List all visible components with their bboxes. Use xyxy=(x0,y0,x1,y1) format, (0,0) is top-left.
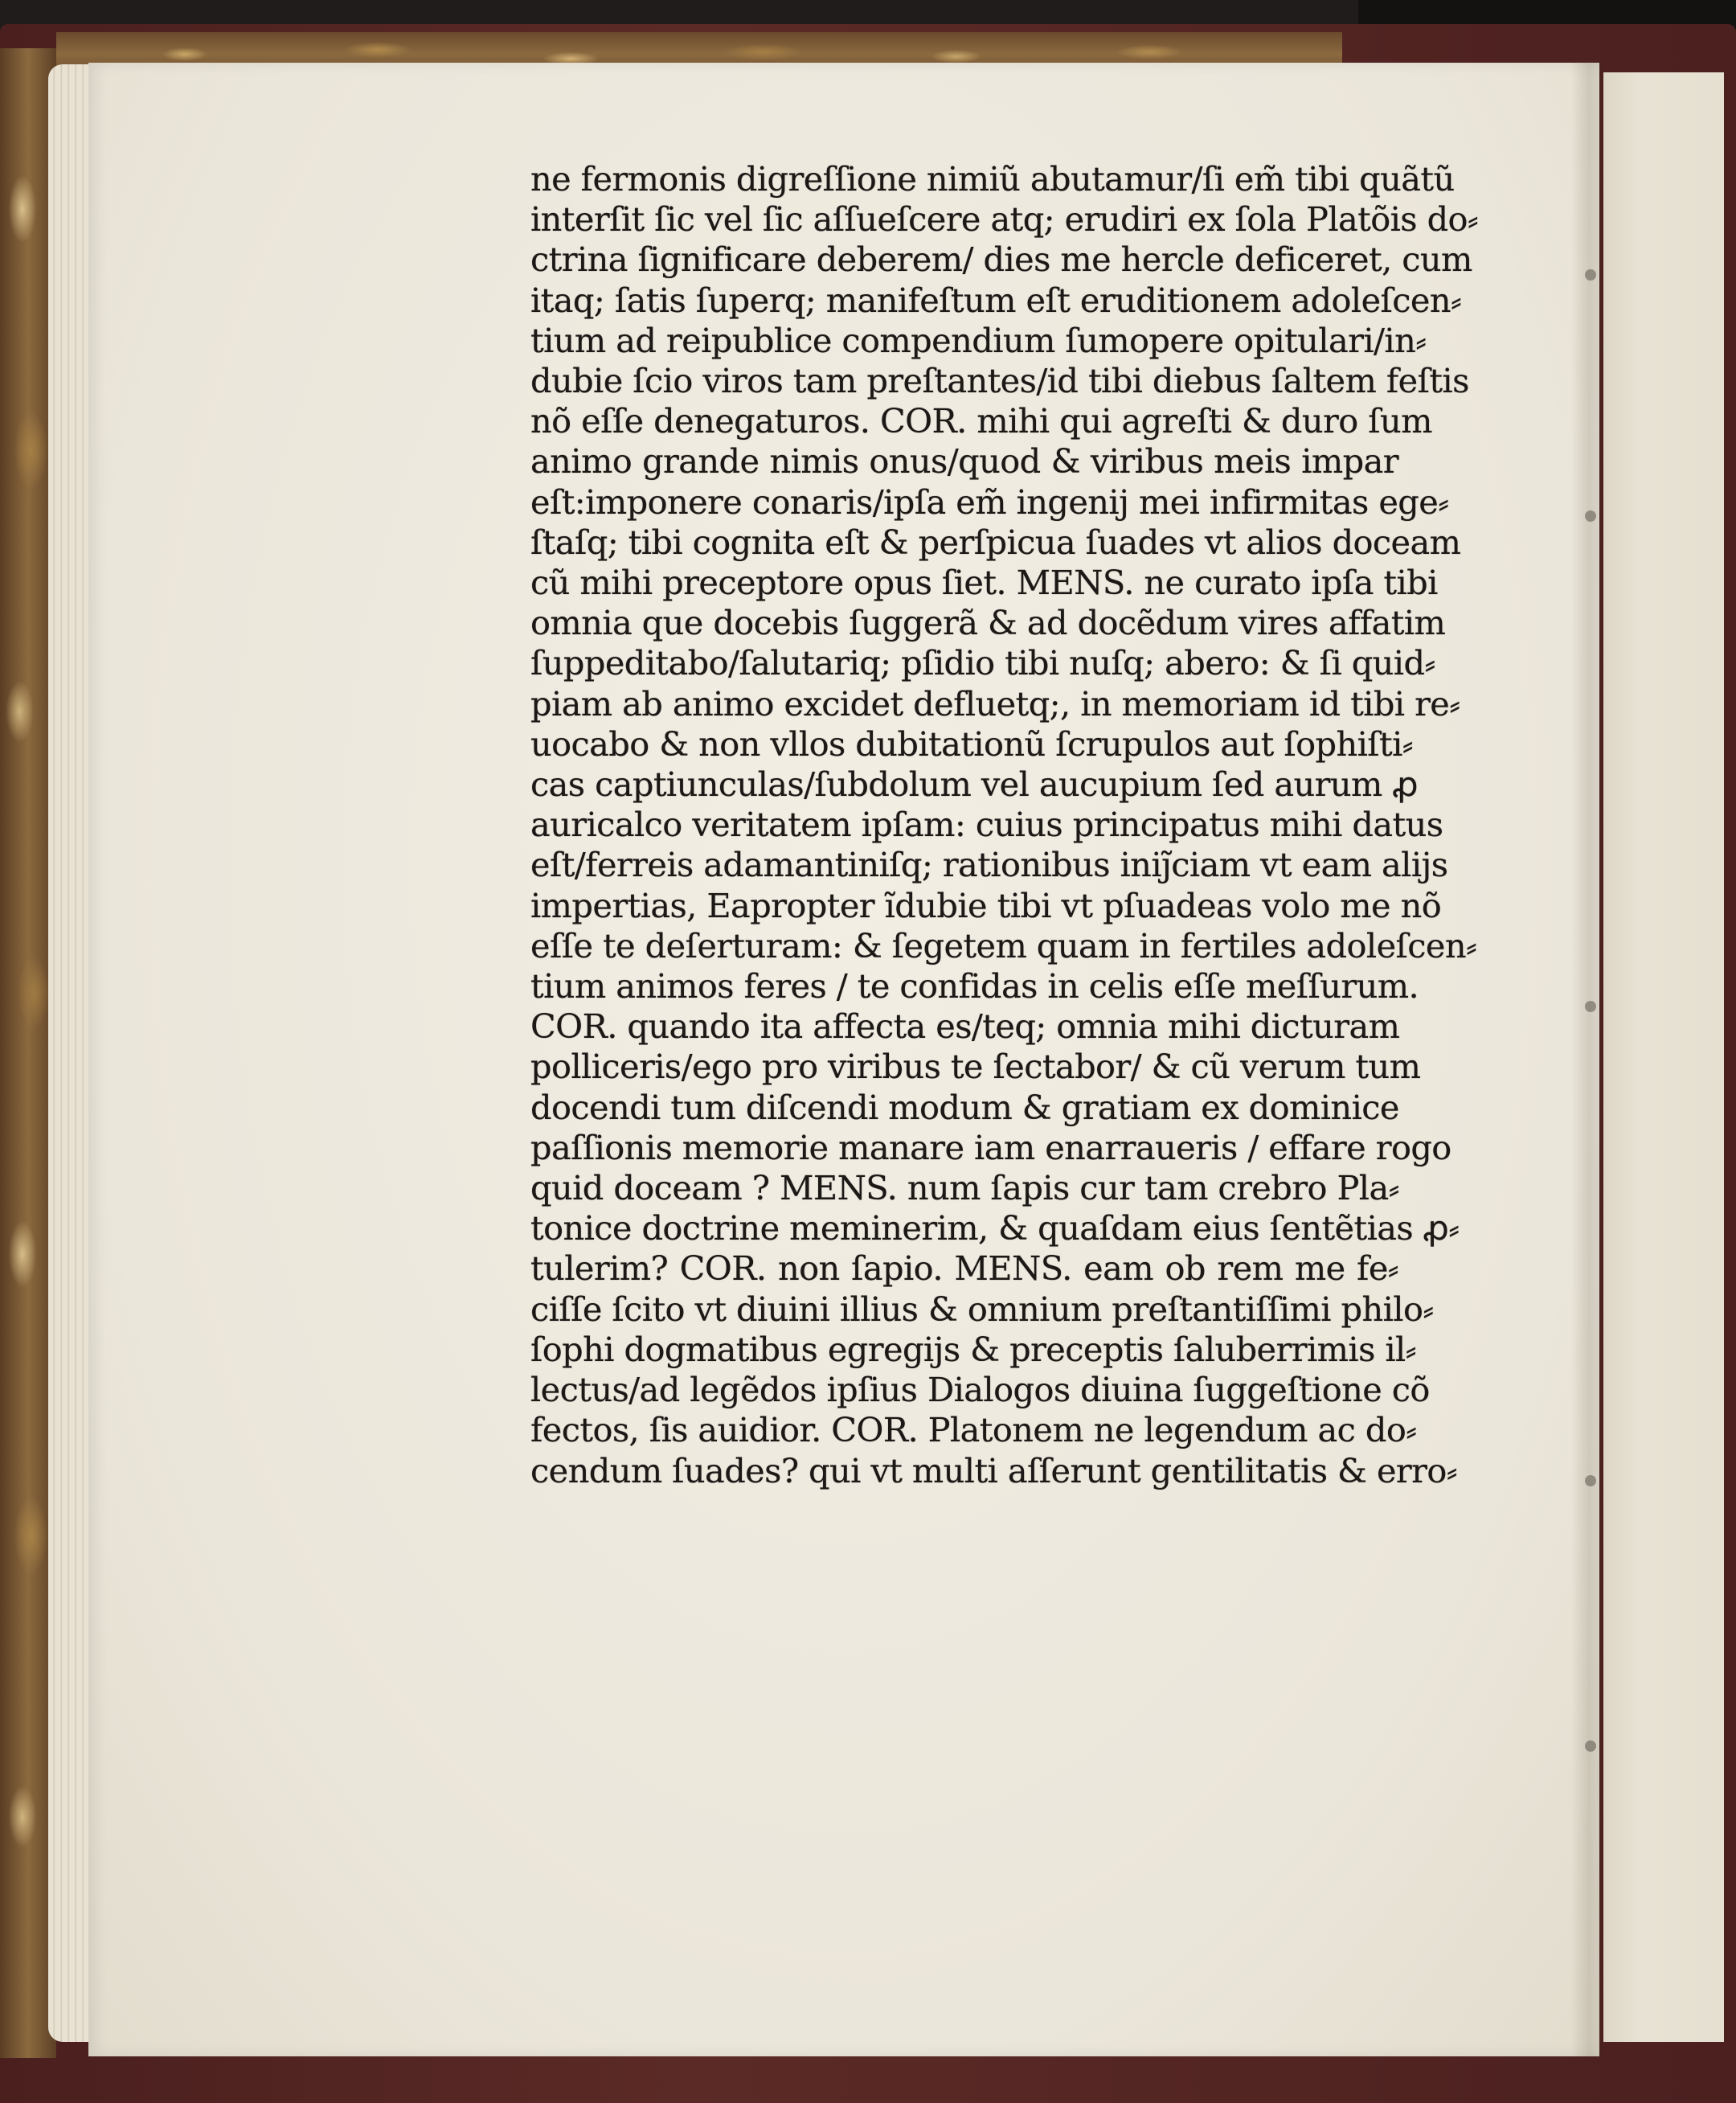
text-line: uocabo & non vllos dubitationũ ſcrupulos aut ſophiſti⸗ xyxy=(530,724,1413,764)
text-line: quid doceam ? MENS. num ſapis cur tam crebro Pla⸗ xyxy=(530,1168,1399,1208)
text-line: cendum ſuades? qui vt multi aſſerunt gentilitatis & erro⸗ xyxy=(530,1450,1457,1490)
text-line: ſophi dogmatibus egregijs & preceptis ſaluberrimis il⸗ xyxy=(530,1329,1416,1369)
text-line: tium animos feres / te confidas in celis eſſe meſſurum. xyxy=(530,966,1419,1006)
stitch-hole xyxy=(1585,510,1596,522)
text-line: auricalco veritatem ipſam: cuius principatus mihi datus xyxy=(530,805,1443,845)
text-line: omnia que docebis ſuggerã & ad docẽdum vires affatim xyxy=(530,603,1446,643)
text-line: tonice doctrine meminerim, & quaſdam eius ſentẽtias ꝓ⸗ xyxy=(530,1208,1460,1248)
stitch-hole xyxy=(1585,1475,1596,1486)
text-line: nõ eſſe denegaturos. COR. mihi qui agreſti & duro ſum xyxy=(530,401,1432,441)
text-line: itaq; ſatis ſuperq; manifeſtum eſt eruditionem adoleſcen⸗ xyxy=(530,280,1462,320)
stitch-hole xyxy=(1585,1001,1596,1012)
text-line: impertias, Eapropter ĩdubie tibi vt pſuadeas volo me nõ xyxy=(530,885,1442,925)
text-line: eſt/ferreis adamantiniſq; rationibus iniȷ̃ciam vt eam alijs xyxy=(530,845,1448,885)
text-line: cũ mihi preceptore opus ſiet. MENS. ne curato ipſa tibi xyxy=(530,563,1438,603)
text-line: eſt:imponere conaris/ipſa em̃ ingenij mei infirmitas ege⸗ xyxy=(530,482,1449,522)
text-line: polliceris/ego pro viribus te ſectabor/ & cũ verum tum xyxy=(530,1047,1421,1087)
text-line: ſuppeditabo/ſalutariq; pſidio tibi nuſq; abero: & ſi quid⸗ xyxy=(530,643,1435,683)
text-line: tulerim? COR. non ſapio. MENS. eam ob rem me fe⸗ xyxy=(530,1248,1398,1289)
text-line: ſtaſq; tibi cognita eſt & perſpicua ſuades vt alios doceam xyxy=(530,522,1461,562)
text-block xyxy=(530,159,1479,1491)
text-line: cas captiunculas/ſubdolum vel aucupium ſed aurum ꝓ xyxy=(530,765,1418,805)
text-line: dubie ſcio viros tam preſtantes/id tibi diebus ſaltem feſtis xyxy=(530,361,1469,401)
text-line: COR. quando ita affecta es/teq; omnia mihi dicturam xyxy=(530,1006,1400,1047)
text-line: fectos, ſis auidior. COR. Platonem ne legendum ac do⸗ xyxy=(530,1410,1417,1450)
text-line: docendi tum diſcendi modum & gratiam ex dominice xyxy=(530,1087,1399,1127)
page-gutter xyxy=(1571,63,1603,2056)
text-line: lectus/ad legẽdos ipſius Dialogos diuina ſuggeſtione cõ xyxy=(530,1370,1430,1410)
text-line: paſſionis memorie manare iam enarraueris / effare rogo xyxy=(530,1127,1451,1167)
text-line: eſſe te deſerturam: & ſegetem quam in fertiles adoleſcen⸗ xyxy=(530,925,1477,965)
text-line: piam ab animo excidet defluetq;, in memoriam id tibi re⸗ xyxy=(530,683,1460,724)
text-line: ciſſe ſcito vt diuini illius & omnium preſtantiſſimi philo⸗ xyxy=(530,1289,1434,1329)
facing-page-edge xyxy=(1603,72,1724,2042)
text-line: ctrina ſignificare deberem/ dies me hercle deficeret, cum xyxy=(530,240,1472,280)
text-line: interſit ſic vel ſic aſſueſcere atq; erudiri ex ſola Platõis do⸗ xyxy=(530,199,1479,240)
stitch-hole xyxy=(1585,1740,1596,1752)
text-line: animo grande nimis onus/quod & viribus meis impar xyxy=(530,441,1398,482)
text-line: ne fermonis digreſſione nimiũ abutamur/ſi em̃ tibi quãtũ xyxy=(530,159,1455,199)
text-line: tium ad reipublice compendium ſumopere opitulari/in⸗ xyxy=(530,320,1427,360)
stitch-hole xyxy=(1585,269,1596,281)
